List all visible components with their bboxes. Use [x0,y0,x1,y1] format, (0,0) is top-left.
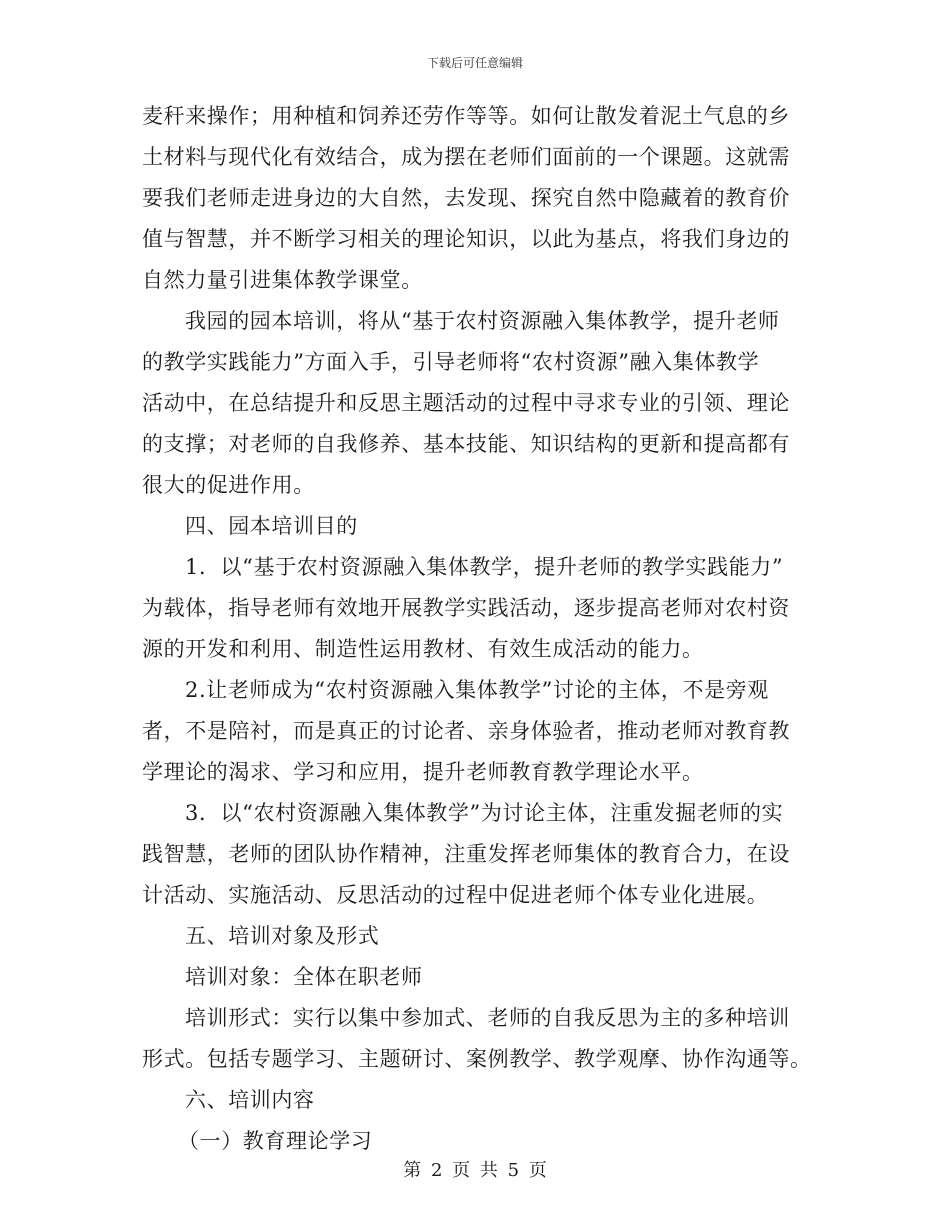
page-number-footer: 第 2 页 共 5 页 [403,1160,547,1181]
body-line: 土材料与现代化有效结合，成为摆在老师们面前的一个课题。这就需 [142,145,790,169]
body-line: 要我们老师走进身边的大自然，去发现、探究自然中隐藏着的教育价 [142,186,790,210]
body-line: 源的开发和利用、制造性运用教材、有效生成活动的能力。 [142,637,704,661]
subsection-heading: （一）教育理论学习 [178,1129,373,1153]
body-line: 麦秆来操作；用种植和饲养还劳作等等。如何让散发着泥土气息的乡 [142,104,790,128]
paragraph-first-line: 2.让老师成为“农村资源融入集体教学”讨论的主体，不是旁观 [185,678,769,702]
body-line: 者，不是陪衬，而是真正的讨论者、亲身体验者，推动老师对教育教 [142,719,790,743]
paragraph-first-line: 培训形式：实行以集中参加式、老师的自我反思为主的多种培训 [185,1006,790,1030]
paragraph-first-line: 我园的园本培训，将从“基于农村资源融入集体教学，提升老师 [185,309,780,333]
paragraph-first-line: 1．以“基于农村资源融入集体教学，提升老师的教学实践能力” [185,555,784,579]
body-line: 很大的促进作用。 [142,473,315,497]
body-line: 践智慧，老师的团队协作精神，注重发挥老师集体的教育合力，在设 [142,842,790,866]
body-line: 的教学实践能力”方面入手，引导老师将“农村资源”融入集体教学 [142,350,760,374]
page-header: 下载后可任意编辑 [426,56,523,70]
body-line: 计活动、实施活动、反思活动的过程中促进老师个体专业化进展。 [142,883,769,907]
body-line: 活动中，在总结提升和反思主题活动的过程中寻求专业的引领、理论 [142,391,790,415]
body-line: 自然力量引进集体教学课堂。 [142,268,423,292]
body-line: 形式。包括专题学习、主题研讨、案例教学、教学观摩、协作沟通等。 [142,1047,812,1071]
section-heading: 四、园本培训目的 [185,514,358,538]
body-line: 的支撑；对老师的自我修养、基本技能、知识结构的更新和提高都有 [142,432,790,456]
body-line: 值与智慧，并不断学习相关的理论知识，以此为基点，将我们身边的 [142,227,790,251]
body-line: 学理论的渴求、学习和应用，提升老师教育教学理论水平。 [142,760,704,784]
paragraph-first-line: 培训对象：全体在职老师 [185,965,423,989]
document-body [142,96,812,1162]
section-heading: 五、培训对象及形式 [185,924,380,948]
section-heading: 六、培训内容 [185,1088,315,1112]
body-line: 为载体，指导老师有效地开展教学实践活动，逐步提高老师对农村资 [142,596,790,620]
paragraph-first-line: 3．以“农村资源融入集体教学”为讨论主体，注重发掘老师的实 [185,801,784,825]
